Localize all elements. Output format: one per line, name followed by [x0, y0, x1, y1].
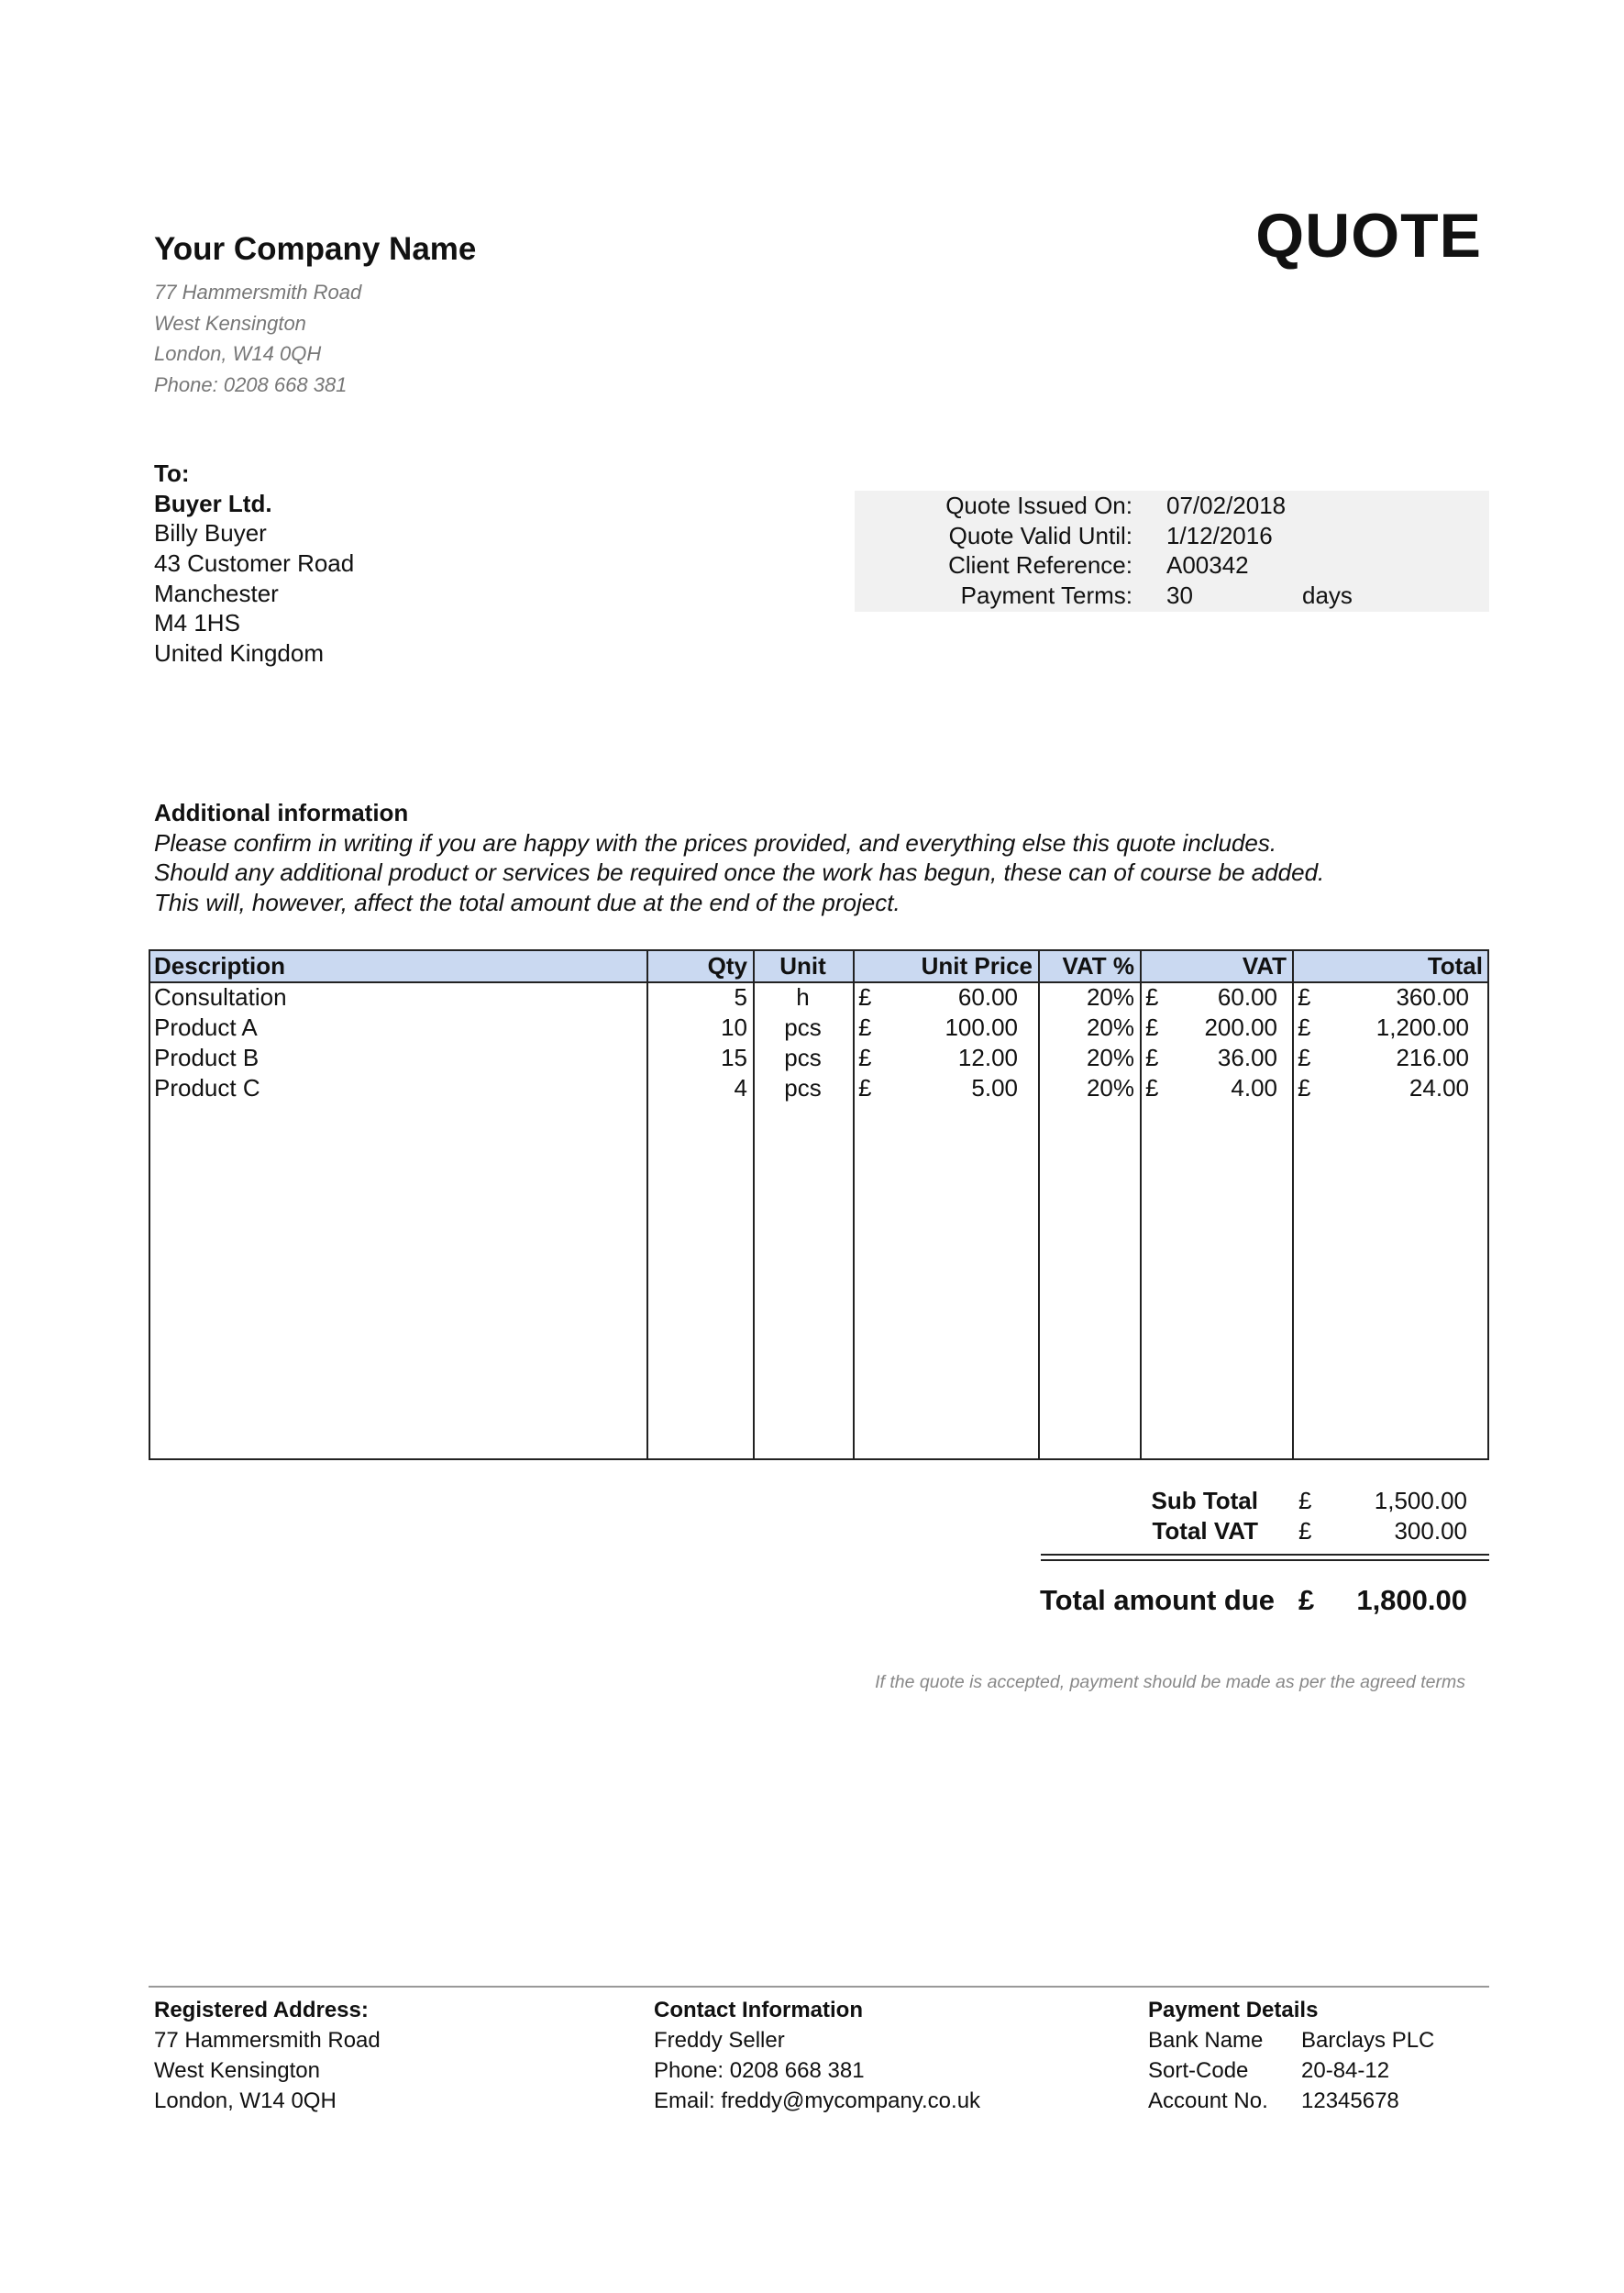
footer-divider [149, 1986, 1489, 1988]
contact-email: Email: freddy@mycompany.co.uk [654, 2088, 981, 2113]
item-vat: 4.00 [1231, 1074, 1277, 1102]
terms-unit: days [1302, 582, 1353, 610]
contact-title: Contact Information [654, 1998, 863, 2022]
document-title: QUOTE [1255, 201, 1482, 271]
currency-symbol: £ [1298, 1044, 1311, 1071]
total-vat-currency: £ [1298, 1517, 1312, 1545]
footer-contact-info [654, 1995, 980, 2116]
currency-symbol: £ [858, 1044, 872, 1071]
currency-symbol: £ [1298, 1014, 1311, 1041]
additional-info [154, 798, 1324, 918]
additional-info-title: Additional information [154, 799, 409, 826]
meta-row-issued [855, 491, 1489, 521]
currency-symbol: £ [1145, 983, 1159, 1011]
item-total: 216.00 [1396, 1044, 1469, 1071]
total-vat-value: 300.00 [1394, 1517, 1467, 1545]
item-vat-pct: 20% [1086, 1074, 1134, 1102]
registered-line: 77 Hammersmith Road [154, 2028, 381, 2053]
currency-symbol: £ [1145, 1014, 1159, 1041]
subtotal-label: Sub Total [1151, 1487, 1258, 1514]
recipient-line: 43 Customer Road [154, 549, 355, 578]
to-label: To: [154, 460, 190, 487]
col-header-description: Description [154, 952, 286, 980]
company-address-line: London, W14 0QH [154, 342, 322, 365]
recipient-line: M4 1HS [154, 609, 240, 637]
item-vat: 60.00 [1217, 983, 1277, 1011]
item-unit: pcs [784, 1074, 822, 1102]
recipient-company: Buyer Ltd. [154, 489, 272, 517]
valid-value: 1/12/2016 [1166, 521, 1273, 549]
total-due-currency: £ [1298, 1584, 1315, 1616]
payment-title: Payment Details [1148, 1998, 1319, 2022]
meta-row-reference [855, 550, 1489, 581]
payment-row-sortcode [1148, 2055, 1478, 2086]
col-header-vat: VAT [1242, 952, 1287, 980]
item-qty: 4 [734, 1074, 747, 1102]
additional-info-line: Please confirm in writing if you are happy with the prices provided, and everything else this quote includes. [154, 828, 1277, 857]
subtotal-currency: £ [1298, 1487, 1312, 1514]
valid-label: Quote Valid Until: [948, 521, 1132, 549]
reference-value: A00342 [1166, 551, 1249, 580]
footer-payment-details [1148, 1995, 1478, 2116]
col-header-qty: Qty [707, 952, 747, 980]
issued-value: 07/02/2018 [1166, 492, 1287, 519]
registered-title: Registered Address: [154, 1998, 369, 2022]
quote-meta-box [855, 491, 1489, 612]
item-qty: 10 [721, 1014, 747, 1041]
item-vat: 200.00 [1204, 1014, 1277, 1041]
item-unit-price: 100.00 [945, 1014, 1018, 1041]
terms-value: 30 [1166, 582, 1193, 610]
currency-symbol: £ [858, 1074, 872, 1102]
registered-line: London, W14 0QH [154, 2088, 337, 2113]
bank-name-value: Barclays PLC [1301, 2028, 1435, 2053]
item-unit-price: 12.00 [957, 1044, 1018, 1071]
item-vat-pct: 20% [1086, 1014, 1134, 1041]
recipient-block [154, 459, 354, 669]
company-name: Your Company Name [154, 231, 477, 267]
item-qty: 5 [734, 983, 747, 1011]
registered-line: West Kensington [154, 2058, 320, 2083]
item-total: 24.00 [1409, 1074, 1469, 1102]
total-due-value: 1,800.00 [1356, 1584, 1467, 1616]
currency-symbol: £ [1298, 983, 1311, 1011]
currency-symbol: £ [1145, 1044, 1159, 1071]
contact-phone: Phone: 0208 668 381 [654, 2058, 865, 2083]
sort-code-value: 20-84-12 [1301, 2058, 1390, 2083]
payment-row-bank [1148, 2025, 1478, 2055]
item-unit: pcs [784, 1044, 822, 1071]
item-vat-pct: 20% [1086, 1044, 1134, 1071]
recipient-line: Manchester [154, 579, 279, 607]
item-description: Consultation [154, 983, 287, 1011]
recipient-line: Billy Buyer [154, 519, 267, 548]
payment-note: If the quote is accepted, payment should be made as per the agreed terms [875, 1672, 1465, 1692]
footer-registered-address [154, 1995, 381, 2116]
contact-name: Freddy Seller [654, 2028, 785, 2053]
meta-row-terms [855, 581, 1489, 611]
additional-info-line: This will, however, affect the total amount due at the end of the project. [154, 889, 900, 917]
currency-symbol: £ [858, 983, 872, 1011]
item-description: Product A [154, 1014, 258, 1041]
recipient-line: United Kingdom [154, 639, 324, 668]
item-description: Product C [154, 1074, 260, 1102]
total-vat-label: Total VAT [1152, 1517, 1258, 1545]
subtotal-value: 1,500.00 [1374, 1487, 1467, 1514]
item-total: 1,200.00 [1375, 1014, 1469, 1041]
col-header-unit: Unit [779, 952, 826, 980]
company-address-line: West Kensington [154, 311, 306, 335]
account-number-value: 12345678 [1301, 2088, 1399, 2113]
currency-symbol: £ [858, 1014, 872, 1041]
currency-symbol: £ [1298, 1074, 1311, 1102]
item-unit: pcs [784, 1014, 822, 1041]
item-total: 360.00 [1396, 983, 1469, 1011]
company-address-line: 77 Hammersmith Road [154, 281, 362, 304]
item-qty: 15 [721, 1044, 747, 1071]
company-address [154, 277, 361, 400]
bank-name-label: Bank Name [1148, 2028, 1264, 2053]
total-due-label: Total amount due [1039, 1584, 1275, 1616]
item-unit-price: 60.00 [957, 983, 1018, 1011]
issued-label: Quote Issued On: [945, 492, 1132, 519]
col-header-vat-pct: VAT % [1062, 952, 1134, 980]
company-phone: Phone: 0208 668 381 [154, 372, 348, 396]
reference-label: Client Reference: [948, 551, 1132, 580]
item-vat: 36.00 [1217, 1044, 1277, 1071]
payment-row-account [1148, 2086, 1478, 2116]
account-number-label: Account No. [1148, 2088, 1268, 2113]
item-unit-price: 5.00 [971, 1074, 1018, 1102]
terms-label: Payment Terms: [960, 582, 1132, 610]
col-header-total: Total [1427, 952, 1483, 980]
currency-symbol: £ [1145, 1074, 1159, 1102]
item-unit: h [796, 983, 810, 1011]
items-table [149, 949, 1489, 1460]
additional-info-line: Should any additional product or services be required once the work has begun, these can of course be added. [154, 858, 1325, 887]
item-description: Product B [154, 1044, 260, 1071]
item-vat-pct: 20% [1086, 983, 1134, 1011]
col-header-unit-price: Unit Price [921, 952, 1033, 980]
meta-row-valid [855, 521, 1489, 551]
sort-code-label: Sort-Code [1148, 2058, 1249, 2083]
totals-double-underline [1041, 1554, 1489, 1561]
